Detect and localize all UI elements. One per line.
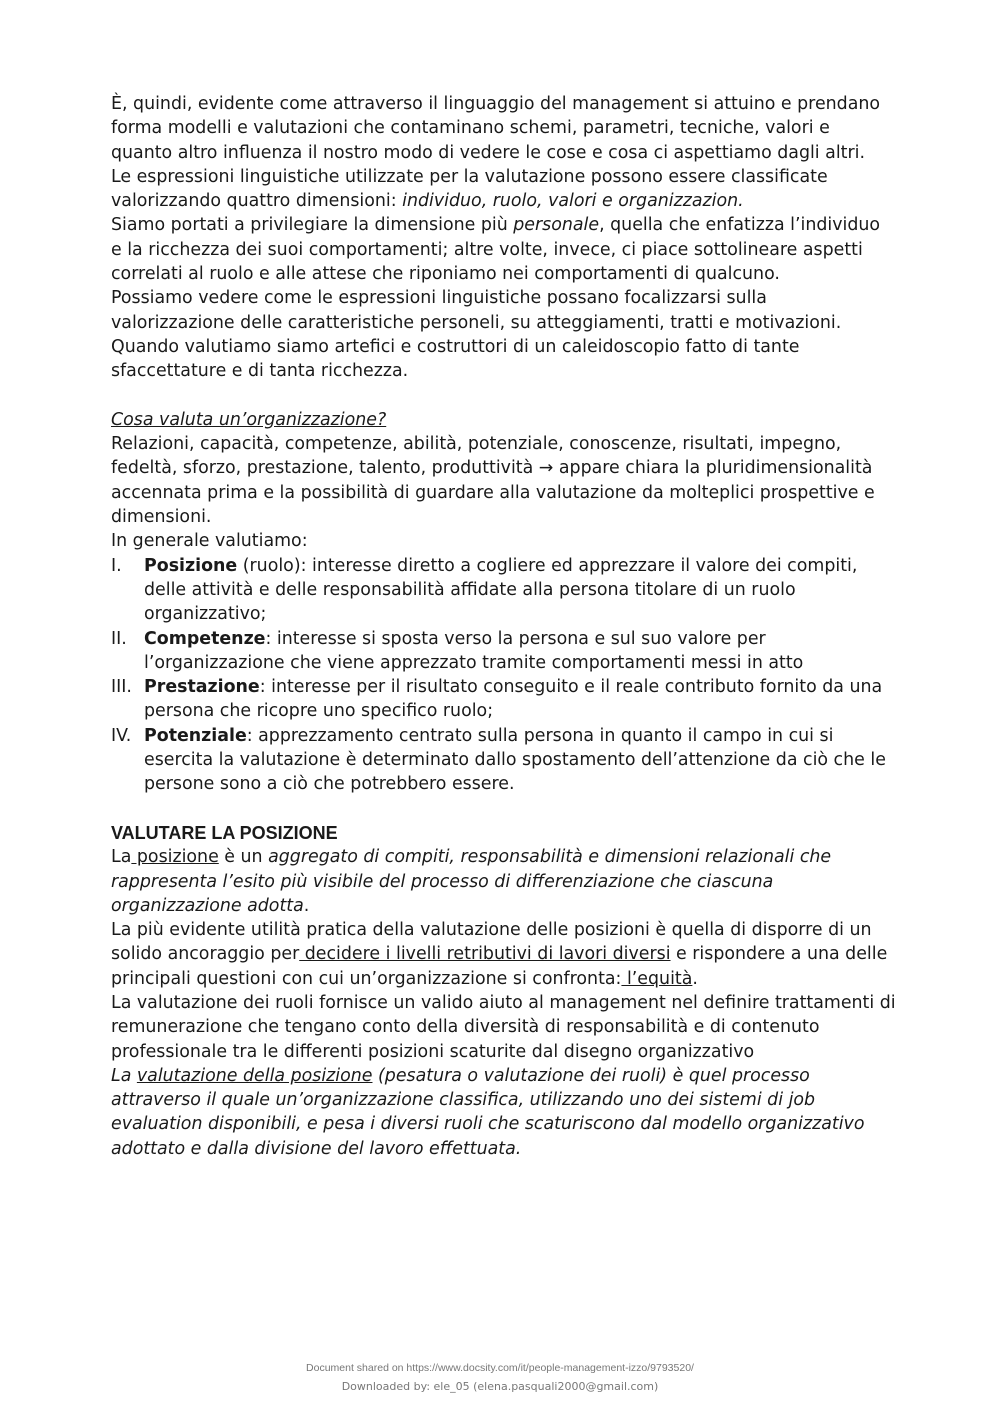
list-item-text: : apprezzamento centrato sulla persona in quanto il campo in cui si esercita la valutazione è determinato dallo spostamento dell’attenzione da ciò che le persone sono a ciò che potrebbero essere.: [144, 725, 886, 795]
list-item-number: IV.: [111, 725, 132, 746]
list-item-term: Potenziale: [144, 725, 247, 746]
org-question: Cosa valuta un’organizzazione?: [111, 409, 387, 430]
list-item-term: Competenze: [144, 628, 266, 649]
spacer: [111, 384, 896, 408]
position-paragraph-2: [111, 918, 896, 991]
list-item-number: I.: [111, 555, 122, 576]
intro-paragraph-3: [111, 213, 896, 286]
list-item-text: (ruolo): interesse diretto a cogliere ed apprezzare il valore dei compiti, delle attività e delle responsabilità affidate alla persona titolare di un ruolo organizzativo;: [144, 555, 858, 625]
text-run: .: [303, 895, 310, 916]
text-run: La più evidente utilità pratica della valutazione delle posizioni è quella di disporre di un solido ancoraggio per: [111, 920, 872, 965]
equity-term: l’equità: [621, 968, 693, 989]
intro-paragraph-2: [111, 165, 896, 214]
retribution-levels-term: decidere i livelli retributivi di lavori diversi: [299, 944, 671, 965]
list-item-term: Prestazione: [144, 677, 260, 698]
dimensions-list: individuo, ruolo, valori e organizzazion.: [402, 191, 744, 212]
list-item-number: III.: [111, 677, 132, 698]
footer-shared-link: Document shared on https://www.docsity.com/it/people-management-izzo/9793520/: [306, 1362, 694, 1374]
list-item-text: : interesse per il risultato conseguito e il reale contributo fornito da una persona che ricopre uno specifico ruolo;: [144, 677, 883, 722]
text-run: (pesatura o valutazione dei ruoli) è quel processo attraverso il quale un’organizzazione classifica, utilizzando uno dei sistemi di job evaluation disponibili, e pesa i diversi ruoli che scaturiscono dal modello organizzativo adottato e dalla divisione del lavoro effettuata.: [111, 1065, 865, 1159]
personal-term: personale: [513, 215, 600, 236]
section-heading: VALUTARE LA POSIZIONE: [111, 822, 338, 843]
list-item: [111, 627, 896, 676]
list-item-text: : interesse si sposta verso la persona e sul suo valore per l’organizzazione che viene apprezzato tramite comportamenti messi in atto: [144, 628, 804, 673]
intro-paragraph-5: Quando valutiamo siamo artefici e costruttori di un caleidoscopio fatto di tante sfaccettature e di tanta ricchezza.: [111, 336, 800, 382]
position-evaluation-term: valutazione della posizione: [136, 1065, 373, 1086]
text-run: .: [692, 968, 698, 989]
spacer: [111, 797, 896, 821]
intro-paragraph-1: È, quindi, evidente come attraverso il linguaggio del management si attuino e prendano forma modelli e valutazioni che contaminano schemi, parametri, tecniche, valori e quanto altro influenza il nostro modo di vedere le cose e cosa ci aspettiamo dagli altri.: [111, 94, 881, 163]
org-paragraph-1: Relazioni, capacità, competenze, abilità, potenziale, conoscenze, risultati, impegno, fedeltà, sforzo, prestazione, talento, produttività → appare chiara la pluridimensionalità accennata prima e la possibilità di guardare alla valutazione da molteplici prospettive e dimensioni.: [111, 434, 875, 528]
position-paragraph-3: La valutazione dei ruoli fornisce un valido aiuto al management nel definire trattamenti di remunerazione che tengano conto della diversità di responsabilità e di contenuto professionale tra le differenti posizioni scaturite dal disegno organizzativo: [111, 992, 896, 1062]
list-item: [111, 724, 896, 797]
position-paragraph-1: [111, 845, 896, 918]
list-item: [111, 554, 896, 627]
intro-paragraph-3-text-1: Siamo portati a privilegiare la dimensione più: [111, 215, 514, 236]
evaluation-list: [111, 554, 896, 797]
intro-paragraph-2-text: Le espressioni linguistiche utilizzate per la valutazione possono essere classificate valorizzando quattro dimensioni:: [111, 166, 828, 212]
text-run: e rispondere a una delle principali questioni con cui un’organizzazione si confronta:: [111, 944, 888, 989]
position-term: posizione: [131, 847, 219, 868]
text-run: è un: [218, 847, 269, 868]
footer-downloaded-by: Downloaded by: ele_05 (elena.pasquali2000@gmail.com): [341, 1380, 659, 1393]
position-paragraph-4: [111, 1064, 896, 1161]
text-run: La: [111, 1065, 137, 1086]
list-item: [111, 675, 896, 724]
org-paragraph-2: In generale valutiamo:: [111, 531, 308, 552]
text-run: La: [111, 847, 132, 868]
position-definition: aggregato di compiti, responsabilità e dimensioni relazionali che rappresenta l’esito più visibile del processo di differenziazione che ciascuna organizzazione adotta: [111, 847, 832, 916]
list-item-number: II.: [111, 628, 127, 649]
intro-paragraph-3-text-2: , quella che enfatizza l’individuo e la ricchezza dei suoi comportamenti; altre volte, invece, ci piace sottolineare aspetti correlati al ruolo e alle attese che riponiamo nei comportamenti di qualcuno.: [111, 215, 881, 285]
document-page: [111, 92, 896, 1161]
list-item-term: Posizione: [144, 555, 238, 576]
intro-paragraph-4: Possiamo vedere come le espressioni linguistiche possano focalizzarsi sulla valorizzazione delle caratteristiche personeli, su atteggiamenti, tratti e motivazioni.: [111, 288, 842, 333]
